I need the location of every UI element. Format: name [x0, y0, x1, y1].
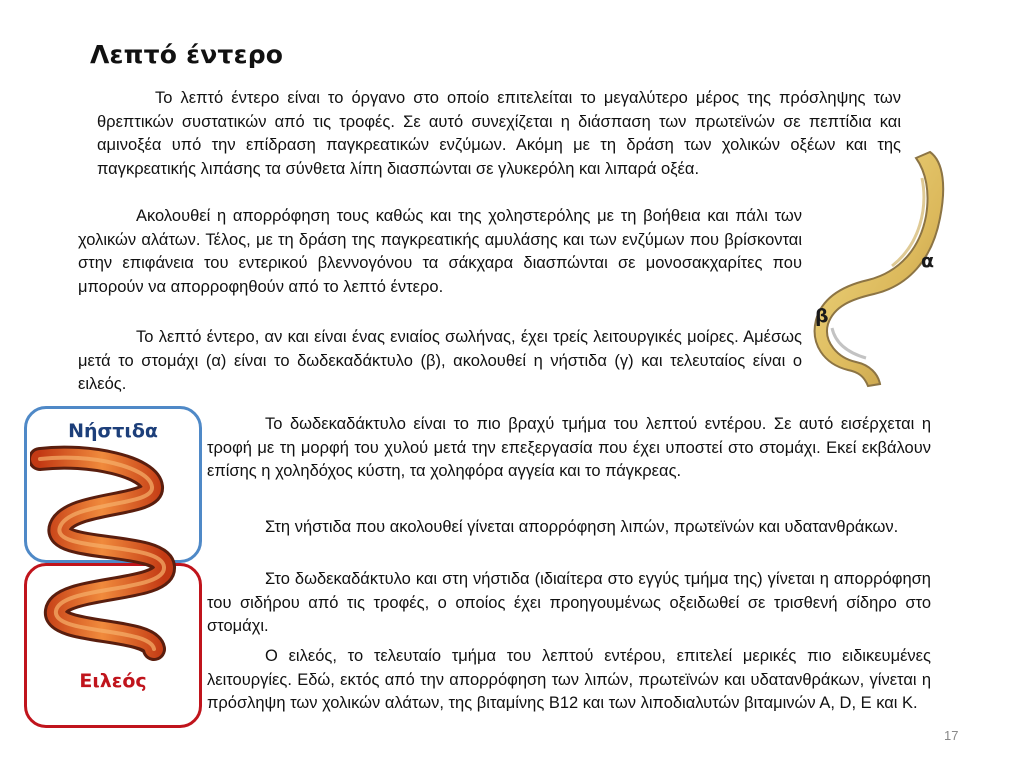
page-number: 17 — [944, 728, 959, 743]
paragraph-jejunum: Στη νήστιδα που ακολουθεί γίνεται απορρόφηση λιπών, πρωτεϊνών και υδατανθράκων. — [265, 518, 899, 536]
paragraph-segments: Το λεπτό έντερο, αν και είναι ένας ενιαίος σωλήνας, έχει τρείς λειτουργικές μοίρες. Αμέσως μετά το στομάχι (α) είναι το δωδεκαδάκτυλο (β), ακολουθεί η νήστιδα (γ) και τελευταίος είναι ο ειλεός. — [78, 328, 802, 394]
paragraph-ileum: Ο ειλεός, το τελευταίο τμήμα του λεπτού εντέρου, επιτελεί μερικές πιο ειδικευμένες λειτουργίες. Εδώ, εκτός από την απορρόφηση των λιπών, πρωτεϊνών και υδατανθράκων, γίνεται η πρόσληψη των χολικών αλάτων, της βιταμίνης Β12 και των λιποδιαλυτών βιταμινών Α, D, E και Κ. — [207, 647, 931, 713]
duodenum-label: β — [815, 305, 829, 327]
paragraph-iron: Στο δωδεκαδάκτυλο και στη νήστιδα (ιδιαίτερα στο εγγύς τμήμα της) γίνεται η απορρόφηση του σιδήρου από τις τροφές, ο οποίος έχει προηγουμένως οξειδωθεί σε τρισθενή σίδηρο στο στομάχι. — [207, 570, 931, 636]
jejunum-title: Νήστιδα — [68, 420, 158, 442]
stomach-label: α — [921, 250, 935, 272]
page-title: Λεπτό έντερο — [90, 40, 284, 69]
small-intestine-illustration — [30, 445, 190, 665]
paragraph-duodenum: Το δωδεκαδάκτυλο είναι το πιο βραχύ τμήμα του λεπτού εντέρου. Σε αυτό εισέρχεται η τροφή με τη μορφή του χυλού μετά την επεξεργασία που έχει υποστεί στο στομάχι. Εκεί εκβάλουν επίσης η χοληδόχος κύστη, τα χοληφόρα αγγεία και το πάγκρεας. — [207, 415, 931, 481]
ileum-title: Ειλεός — [79, 670, 147, 692]
paragraph-intro: Το λεπτό έντερο είναι το όργανο στο οποίο επιτελείται το μεγαλύτερο μέρος της πρόσληψης των θρεπτικών συστατικών από τις τροφές. Σε αυτό συνεχίζεται η διάσπαση των πρωτεϊνών σε πεπτίδια και αμινοξέα υπό την επίδραση παγκρεατικών ενζύμων. Ακόμη με τη δράση των χολικών οξέων και της παγκρεατικής λιπάσης τα σύνθετα λίπη διασπώνται σε γλυκερόλη και λιπαρά οξέα. — [97, 89, 901, 178]
paragraph-absorption: Ακολουθεί η απορρόφηση τους καθώς και της χοληστερόλης με τη βοήθεια και πάλι των χολικών αλάτων. Τέλος, με τη δράση της παγκρεατικής αμυλάσης και των ενζύμων που βρίσκονται στην επιφάνεια του εντερικού βλεννογόνου τα σάκχαρα διασπώνται σε μονοσακχαρίτες που μπορούν να απορροφηθούν από το λεπτό έντερο. — [78, 207, 802, 296]
